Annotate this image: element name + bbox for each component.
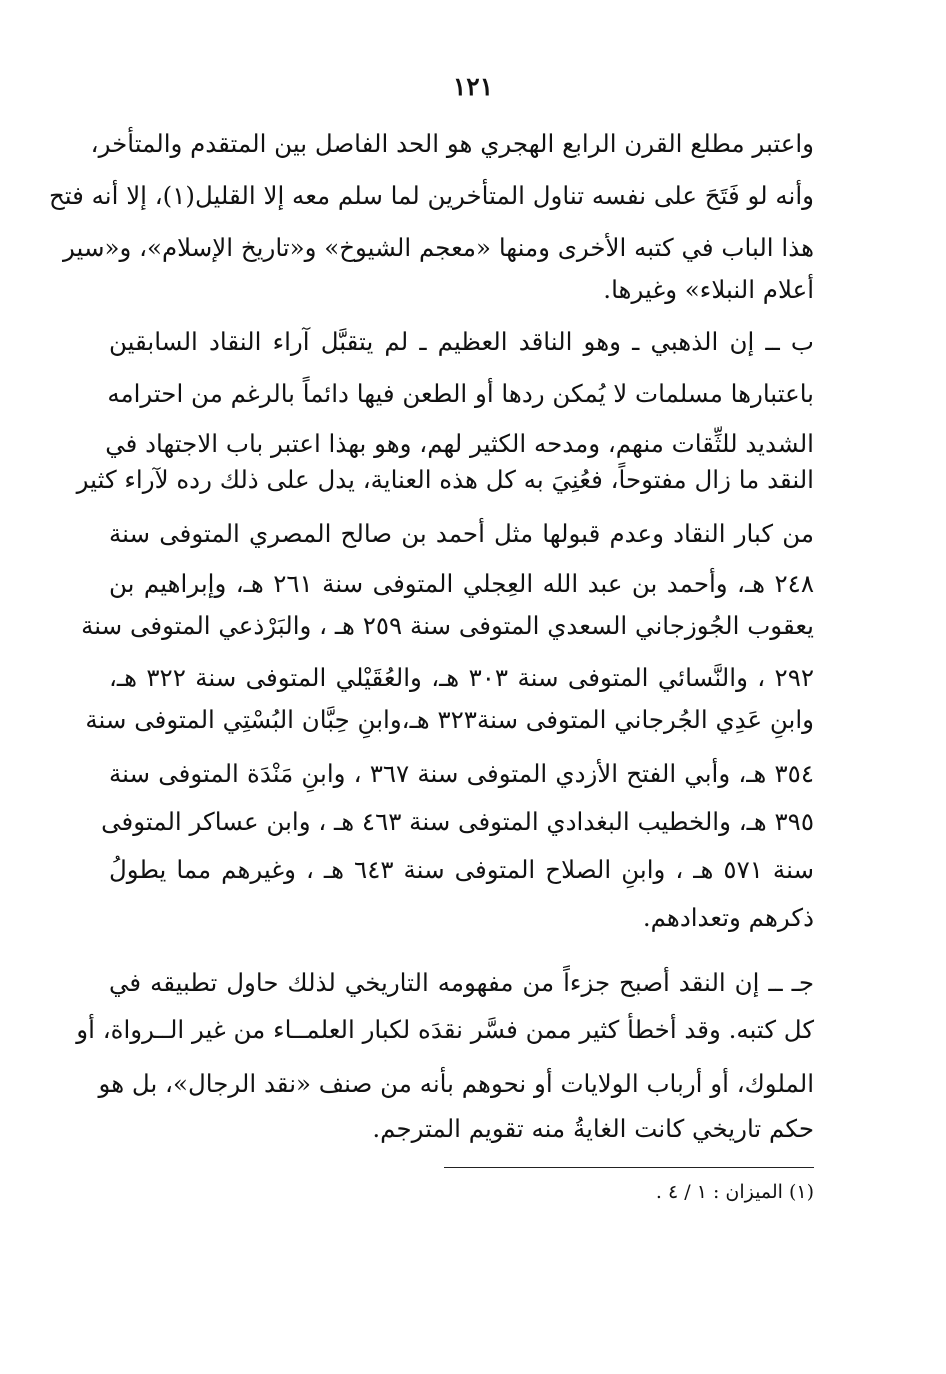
- text-line: جـ ــ إن النقد أصبح جزءاً من مفهومه التاريخي لذلك حاول تطبيقه في: [109, 968, 814, 997]
- text-line: أعلام النبلاء» وغيرها.: [603, 275, 814, 304]
- text-line: الملوك، أو أرباب الولايات أو نحوهم بأنه من صنف «نقد الرجال»، بل هو: [98, 1069, 814, 1098]
- text-line: ذكرهم وتعدادهم.: [642, 903, 814, 932]
- footnote: (١) الميزان : ١ / ٤ .: [655, 1181, 814, 1203]
- text-line: ٣٥٤ هـ، وأبي الفتح الأزدي المتوفى سنة ٣٦٧ ، وابنِ مَنْدَة المتوفى سنة: [109, 759, 814, 788]
- text-line: النقد ما زال مفتوحاً، فعُنِيَ به كل هذه العناية، يدل على ذلك رده لآراء كثير: [76, 465, 814, 494]
- text-line: يعقوب الجُوزجاني السعدي المتوفى سنة ٢٥٩ هـ ، والبَرْذعي المتوفى سنة: [81, 611, 814, 640]
- footnote-separator: [444, 1167, 814, 1168]
- text-line: سنة ٥٧١ هـ ، وابنِ الصلاح المتوفى سنة ٦٤٣ هـ ، وغيرهم مما يطولُ: [109, 855, 814, 884]
- text-line: من كبار النقاد وعدم قبولها مثل أحمد بن صالح المصري المتوفى سنة: [109, 519, 814, 548]
- text-line: الشديد للثِّقات منهم، ومدحه الكثير لهم، وهو بهذا اعتبر باب الاجتهاد في: [105, 429, 814, 458]
- text-line: ٢٩٢ ، والنَّسائي المتوفى سنة ٣٠٣ هـ، والعُقَيْلي المتوفى سنة ٣٢٢ هـ،: [109, 663, 815, 692]
- text-line: كل كتبه. وقد أخطأ كثير ممن فسَّر نقدَه لكبار العلمــاء من غير الــرواة، أو: [76, 1015, 814, 1044]
- text-line: واعتبر مطلع القرن الرابع الهجري هو الحد الفاصل بين المتقدم والمتأخر،: [90, 129, 814, 158]
- text-line: ب ــ إن الذهبي ـ وهو الناقد العظيم ـ لم يتقبَّل آراء النقاد السابقين: [109, 327, 814, 356]
- text-line: ٣٩٥ هـ، والخطيب البغدادي المتوفى سنة ٤٦٣ هـ ، وابن عساكر المتوفى: [101, 807, 814, 836]
- text-line: وابنِ عَدِي الجُرجاني المتوفى سنة٣٢٣ هـ،وابنِ حِبَّان البُسْتِي المتوفى سنة: [85, 705, 814, 734]
- text-line: وأنه لو فَتَحَ على نفسه تناول المتأخرين لما سلم معه إلا القليل(١)، إلا أنه فتح: [48, 181, 814, 210]
- text-line: باعتبارها مسلمات لا يُمكن ردها أو الطعن فيها دائماً بالرغم من احترامه: [107, 379, 814, 408]
- text-line: حكم تاريخي كانت الغايةُ منه تقويم المترجم.: [372, 1114, 814, 1143]
- page-number: ١٢١: [452, 72, 494, 101]
- text-line: ٢٤٨ هـ، وأحمد بن عبد الله العِجلي المتوفى سنة ٢٦١ هـ، وإبراهيم بن: [109, 569, 814, 598]
- text-line: هذا الباب في كتبه الأخرى ومنها «معجم الشيوخ» و«تاريخ الإسلام»، و«سير: [63, 233, 814, 262]
